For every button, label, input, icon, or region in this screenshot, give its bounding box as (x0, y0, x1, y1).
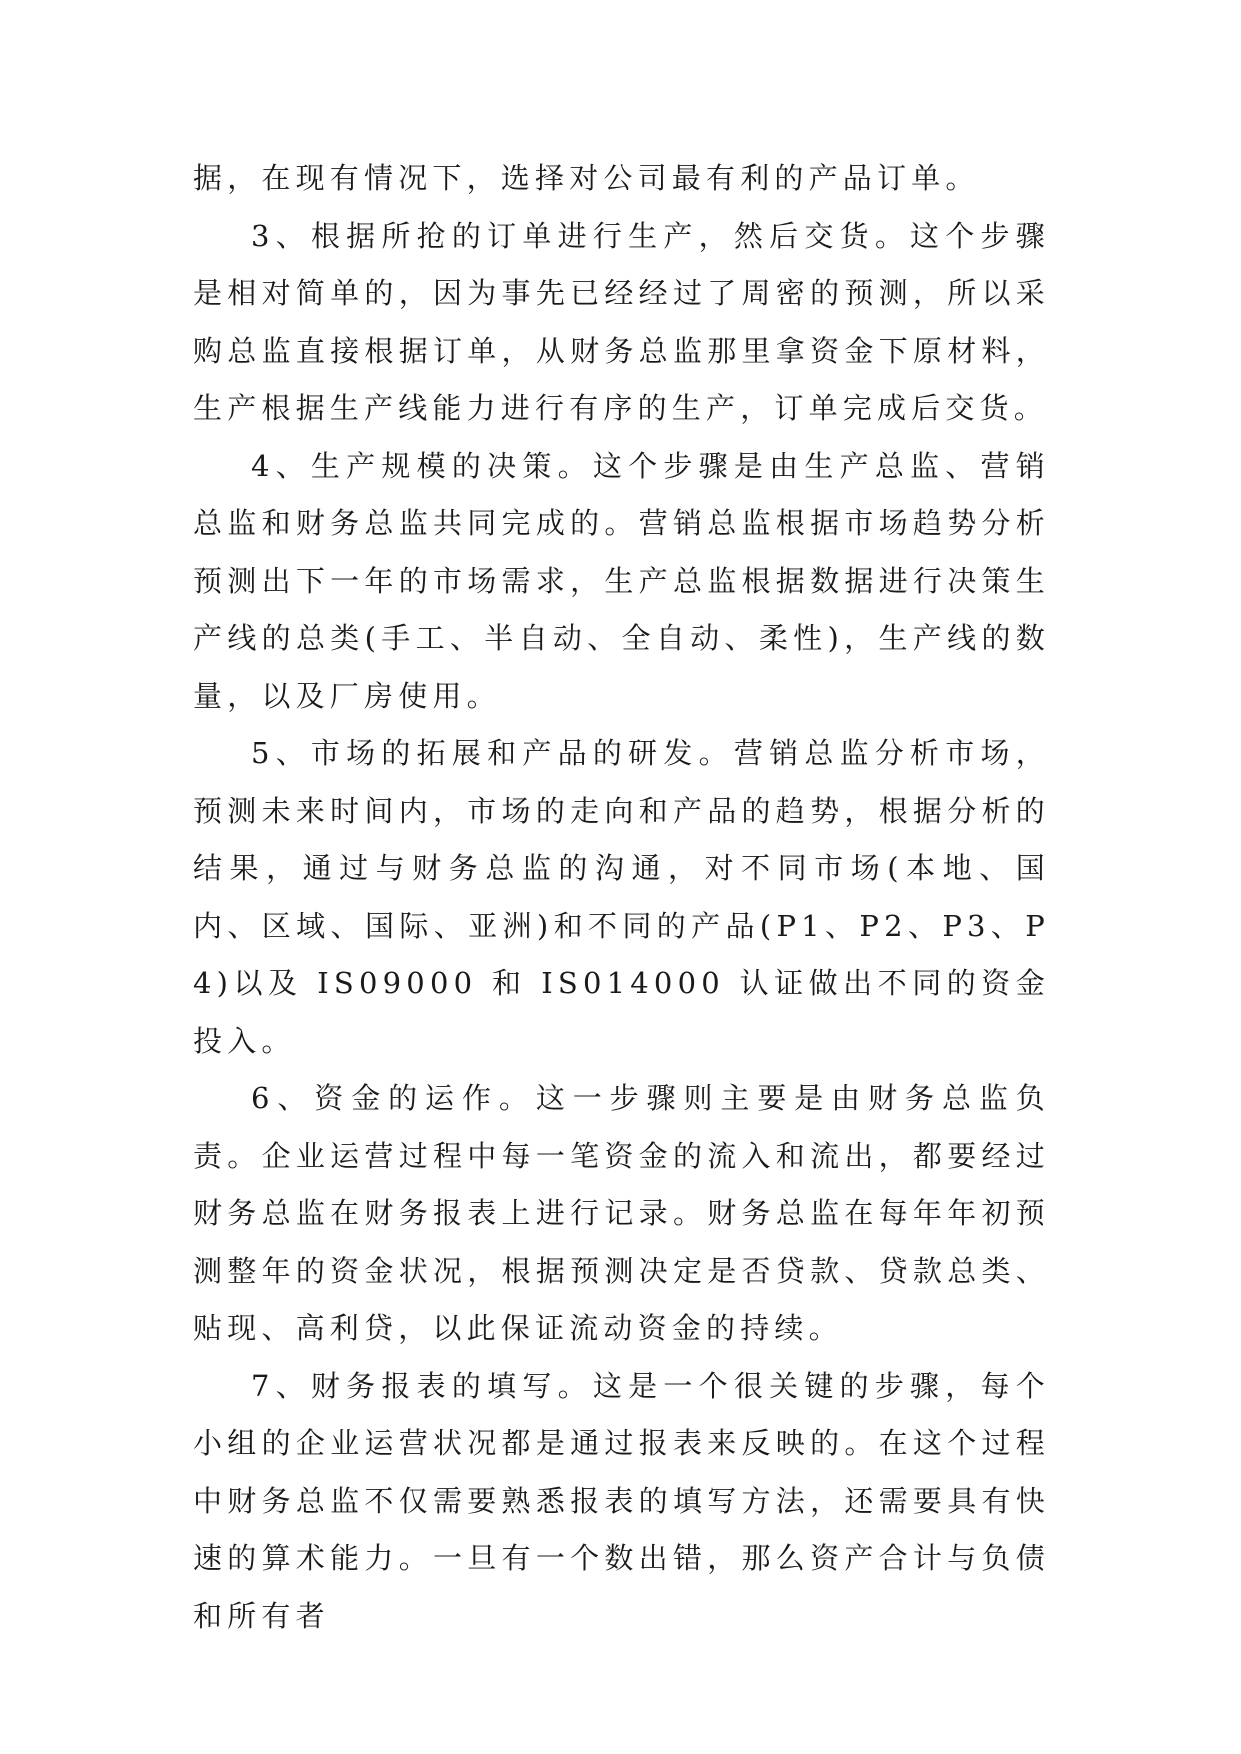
paragraph-step-5: 5、市场的拓展和产品的研发。营销总监分析市场，预测未来时间内，市场的走向和产品的趋势，根据分析的结果，通过与财务总监的沟通，对不同市场(本地、国内、区域、国际、亚洲)和不同的产品(P1、P2、P3、P4)以及 IS09000 和 IS014000 认证做出不同的资金投入。 (193, 736, 1050, 1058)
paragraph-step-7: 7、财务报表的填写。这是一个很关键的步骤，每个小组的企业运营状况都是通过报表来反映的。在这个过程中财务总监不仅需要熟悉报表的填写方法，还需要具有快速的算术能力。一旦有一个数出错，那么资产合计与负债和所有者 (193, 1368, 1050, 1633)
paragraph-step-4: 4、生产规模的决策。这个步骤是由生产总监、营销总监和财务总监共同完成的。营销总监根据市场趋势分析预测出下一年的市场需求，生产总监根据数据进行决策生产线的总类(手工、半自动、全自动、柔性)，生产线的数量，以及厂房使用。 (193, 448, 1050, 713)
paragraph-continuation: 据，在现有情况下，选择对公司最有利的产品订单。 (193, 161, 980, 195)
paragraph-step-6: 6、资金的运作。这一步骤则主要是由财务总监负责。企业运营过程中每一笔资金的流入和流出，都要经过财务总监在财务报表上进行记录。财务总监在每年年初预测整年的资金状况，根据预测决定是否贷款、贷款总类、贴现、高利贷，以此保证流动资金的持续。 (193, 1081, 1050, 1345)
document-page (193, 150, 1050, 1645)
paragraph-step-3: 3、根据所抢的订单进行生产，然后交货。这个步骤是相对简单的，因为事先已经经过了周密的预测，所以采购总监直接根据订单，从财务总监那里拿资金下原材料，生产根据生产线能力进行有序的生产，订单完成后交货。 (193, 218, 1050, 425)
